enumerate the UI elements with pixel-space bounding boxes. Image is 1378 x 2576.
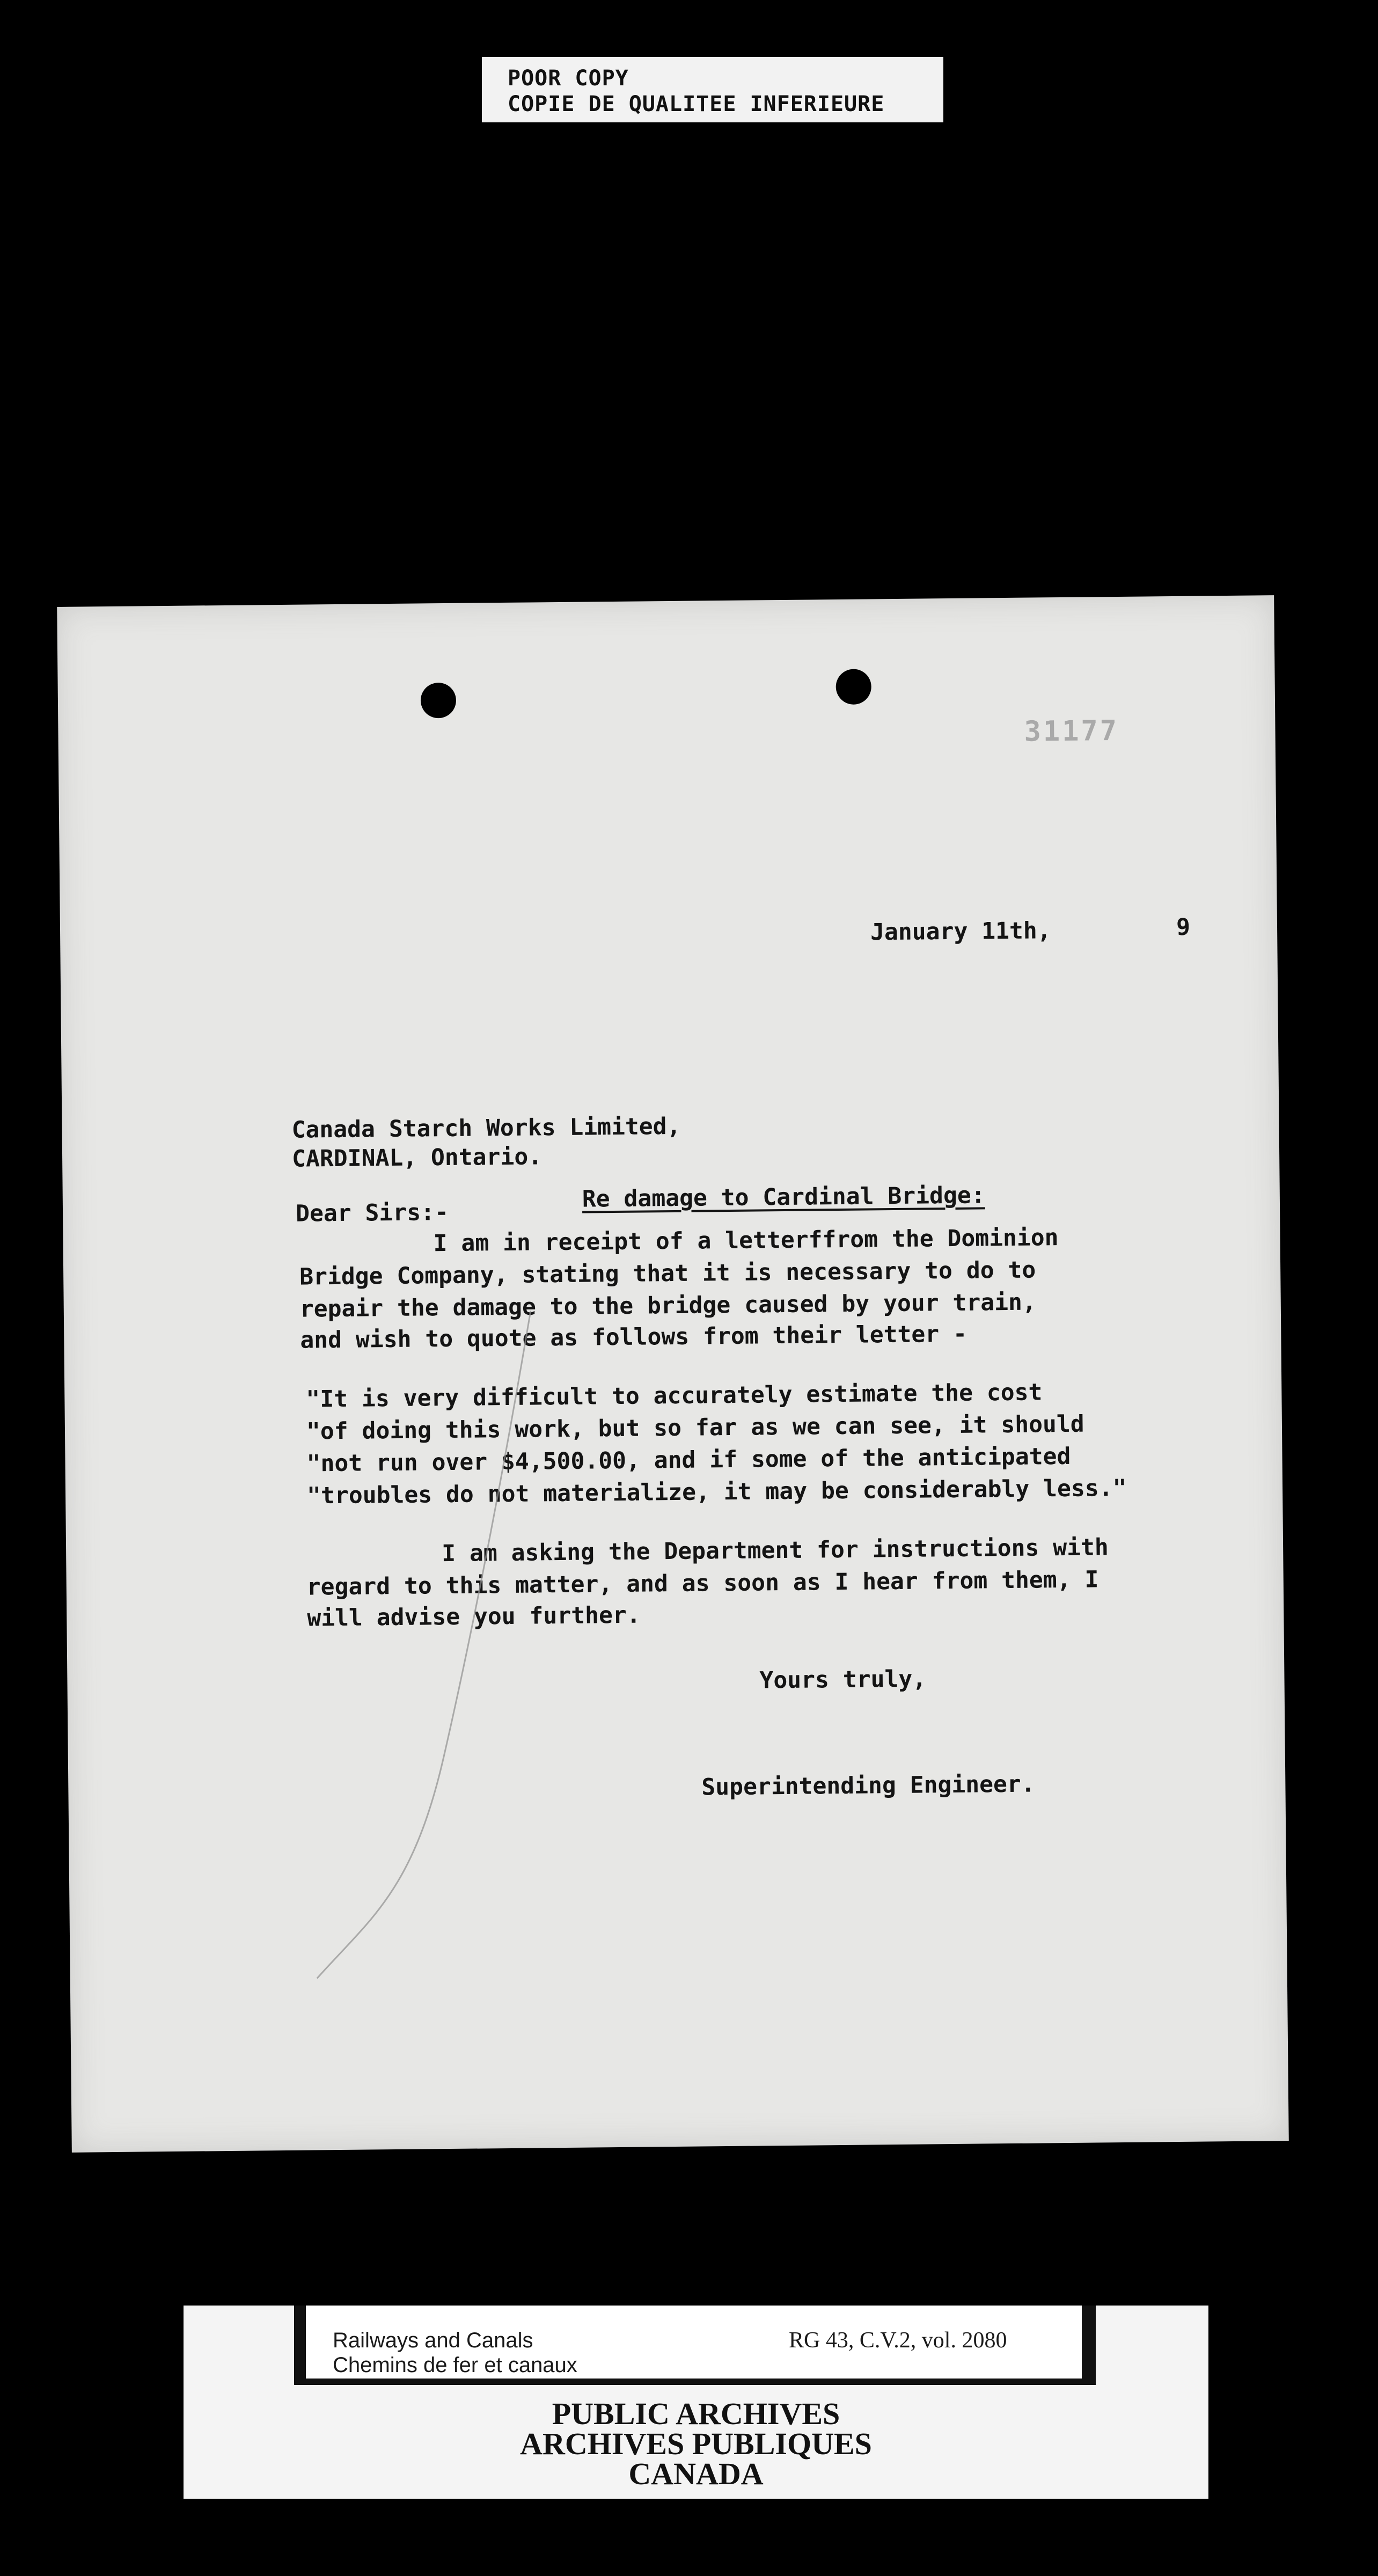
paragraph1-line-4: and wish to quote as follows from their letter - <box>300 1320 967 1354</box>
collection-names <box>333 2328 577 2377</box>
paragraph2-line-1: I am asking the Department for instructions with <box>441 1534 1109 1568</box>
quote-line-4: "troubles do not materialize, it may be considerably less." <box>306 1474 1127 1510</box>
poor-copy-stamp <box>482 57 943 122</box>
archive-reference-box <box>306 2306 1082 2379</box>
paragraph1-line-3: repair the damage to the bridge caused by your train, <box>299 1289 1037 1323</box>
subject-line: Re damage to Cardinal Bridge: <box>582 1182 985 1213</box>
faint-file-number: 31177 <box>1024 714 1119 748</box>
record-group-reference <box>789 2328 1007 2353</box>
paragraph2-line-3: will advise you further. <box>307 1601 641 1632</box>
quote-line-2: "of doing this work, but so far as we can see, it should <box>306 1410 1084 1445</box>
paragraph1-line-2: Bridge Company, stating that it is necessary to do to <box>299 1256 1036 1291</box>
scanned-letter-page <box>57 595 1289 2153</box>
archive-title-line-3: CANADA <box>628 2456 764 2491</box>
letter-date-trailing: 9 <box>1176 913 1191 941</box>
addressee-line-1: Canada Starch Works Limited, <box>291 1113 681 1144</box>
quote-line-3: "not run over $4,500.00, and if some of the anticipated <box>306 1443 1071 1477</box>
archive-title-line-2: ARCHIVES PUBLIQUES <box>520 2426 872 2461</box>
closing: Yours truly, <box>759 1665 927 1694</box>
signature-title: Superintending Engineer. <box>701 1770 1035 1801</box>
paragraph2-line-2: regard to this matter, and as soon as I hear from them, I <box>306 1566 1099 1601</box>
archive-reference-frame <box>294 2306 1096 2385</box>
reference-number: RG 43, C.V.2, vol. 2080 <box>789 2328 1007 2353</box>
paragraph1-line-1: I am in receipt of a letterffrom the Dominion <box>433 1224 1059 1257</box>
archive-title-line-1: PUBLIC ARCHIVES <box>552 2396 840 2431</box>
letter-date: January 11th, <box>870 917 1051 946</box>
archive-label <box>184 2306 1208 2499</box>
quote-line-1: "It is very difficult to accurately estimate the cost <box>306 1379 1043 1413</box>
collection-french: Chemins de fer et canaux <box>333 2353 577 2377</box>
stamp-line-2: COPIE DE QUALITEE INFERIEURE <box>508 92 885 116</box>
punch-hole-left <box>421 683 457 719</box>
addressee-line-2: CARDINAL, Ontario. <box>291 1143 543 1173</box>
salutation: Dear Sirs:- <box>295 1199 449 1227</box>
stamp-line-1: POOR COPY <box>508 66 629 91</box>
collection-english: Railways and Canals <box>333 2329 533 2352</box>
paper-crease-line <box>57 595 1289 2153</box>
punch-hole-right <box>835 669 871 705</box>
archive-title <box>184 2396 1208 2491</box>
